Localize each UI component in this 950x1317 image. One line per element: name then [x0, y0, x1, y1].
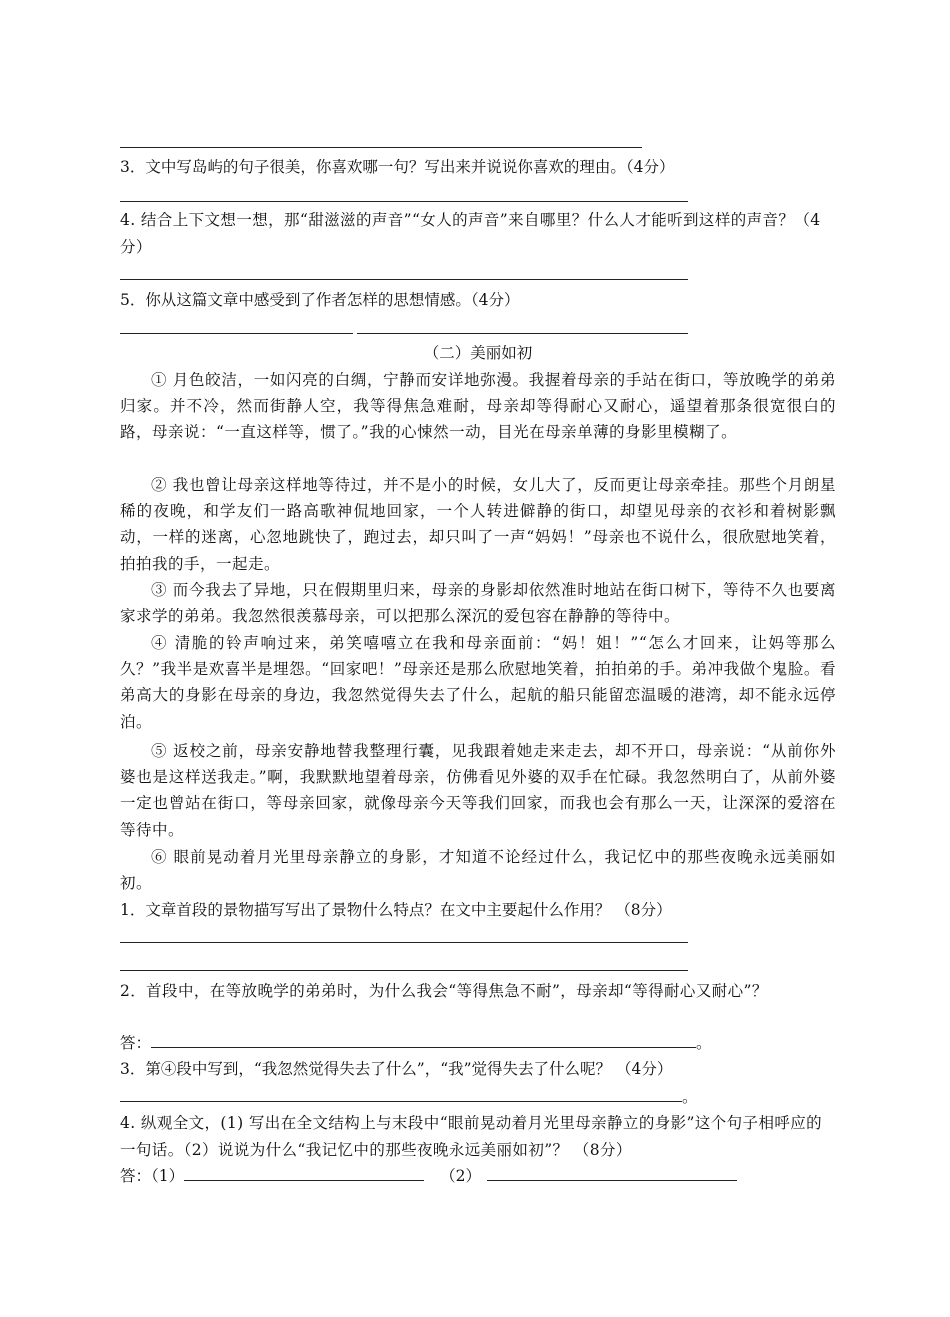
question-s2-1: 1．文章首段的景物描写写出了景物什么特点？在文中主要起什么作用？ （8分） [120, 901, 672, 919]
answer-line[interactable] [120, 279, 688, 280]
answer-blank-1[interactable] [184, 1164, 424, 1181]
question-s2-3: 3．第④段中写到，“我忽然觉得失去了什么”，“我”觉得失去了什么呢？ （4分） [120, 1060, 673, 1078]
answer-row-3 [120, 1084, 698, 1110]
answer-line[interactable] [357, 333, 688, 334]
question-s2-4: 4. 纵观全文，(1) 写出在全文结构上与末段中“眼前晃动着月光里母亲静立的身影”这个句子相呼应的一句话。（2）说说为什么“我记忆中的那些夜晚永远美丽如初”？ （8分） [120, 1114, 823, 1159]
answer-mid-label: （2） [440, 1167, 481, 1185]
answer-line[interactable] [120, 942, 688, 943]
answer-line[interactable] [120, 970, 688, 971]
answer-line[interactable] [120, 333, 353, 334]
question-s2-2: 2．首段中，在等放晚学的弟弟时，为什么我会“等得焦急不耐”，母亲却“等得耐心又耐心”？ [120, 982, 768, 1000]
question-3: 3．文中写岛屿的句子很美，你喜欢哪一句？写出来并说说你喜欢的理由。（4分） [120, 158, 675, 176]
answer-blank-2[interactable] [487, 1164, 737, 1181]
answer-prefix: 答： [120, 1034, 152, 1052]
answer-row-4 [120, 1163, 737, 1189]
question-4: 4. 结合上下文想一想，那“甜滋滋的声音”“女人的声音”来自哪里？什么人才能听到这样的声音？（4分） [120, 211, 821, 256]
paragraph-4: ④ 清脆的铃声响过来，弟笑嘻嘻立在我和母亲面前：“妈！姐！”“怎么才回来，让妈等那么久？”我半是欢喜半是埋怨。“回家吧！”母亲还是那么欣慰地笑着，拍拍弟的手。弟冲我做个鬼脸。看弟高大的身影在母亲的身边，我忽然觉得失去了什么，起航的船只能留恋温暖的港湾，却不能永远停泊。 [120, 634, 836, 731]
paragraph-1: ① 月色皎洁，一如闪亮的白绸，宁静而安详地弥漫。我握着母亲的手站在街口，等放晚学的弟弟归家。并不冷，然而街静人空，我等得焦急难耐，母亲却等得耐心又耐心，遥望着那条很宽很白的路，母亲说：“一直这样等，惯了。”我的心悚然一动，目光在母亲单薄的身影里模糊了。 [120, 371, 836, 442]
answer-blank[interactable] [151, 1031, 696, 1048]
question-5: 5．你从这篇文章中感受到了作者怎样的思想情感。（4分） [120, 291, 520, 309]
article-title: （二）美丽如初 [423, 344, 533, 362]
answer-line[interactable] [120, 201, 688, 202]
answer-row-2 [120, 1030, 712, 1056]
answer-prefix: 答：（1） [120, 1167, 185, 1185]
paragraph-6: ⑥ 眼前晃动着月光里母亲静立的身影，才知道不论经过什么，我记忆中的那些夜晚永远美丽如初。 [120, 848, 836, 893]
paragraph-5: ⑤ 返校之前，母亲安静地替我整理行囊，见我跟着她走来走去，却不开口，母亲说：“从前你外婆也是这样送我走。”啊，我默默地望着母亲，仿佛看见外婆的双手在忙碌。我忽然明白了，从前外婆一定也曾站在街口，等母亲回家，就像母亲今天等我们回家，而我也会有那么一天，让深深的爱溶在等待中。 [120, 742, 836, 839]
answer-period: 。 [682, 1088, 698, 1106]
paragraph-3: ③ 而今我去了异地，只在假期里归来，母亲的身影却依然准时地站在街口树下，等待不久也要离家求学的弟弟。我忽然很羡慕母亲，可以把那么深沉的爱包容在静静的等待中。 [120, 581, 836, 626]
answer-blank[interactable] [120, 1085, 682, 1102]
answer-line[interactable] [120, 147, 642, 148]
paragraph-2: ② 我也曾让母亲这样地等待过，并不是小的时候，女儿大了，反而更让母亲牵挂。那些个月朗星稀的夜晚，和学友们一路高歌神侃地回家，一个人转进僻静的街口，却望见母亲的衣衫和着树影飘动，一样的迷离，心忽地跳快了，跑过去，却只叫了一声“妈妈！”母亲也不说什么，很欣慰地笑着，拍拍我的手，一起走。 [120, 476, 836, 573]
answer-period: 。 [696, 1034, 712, 1052]
